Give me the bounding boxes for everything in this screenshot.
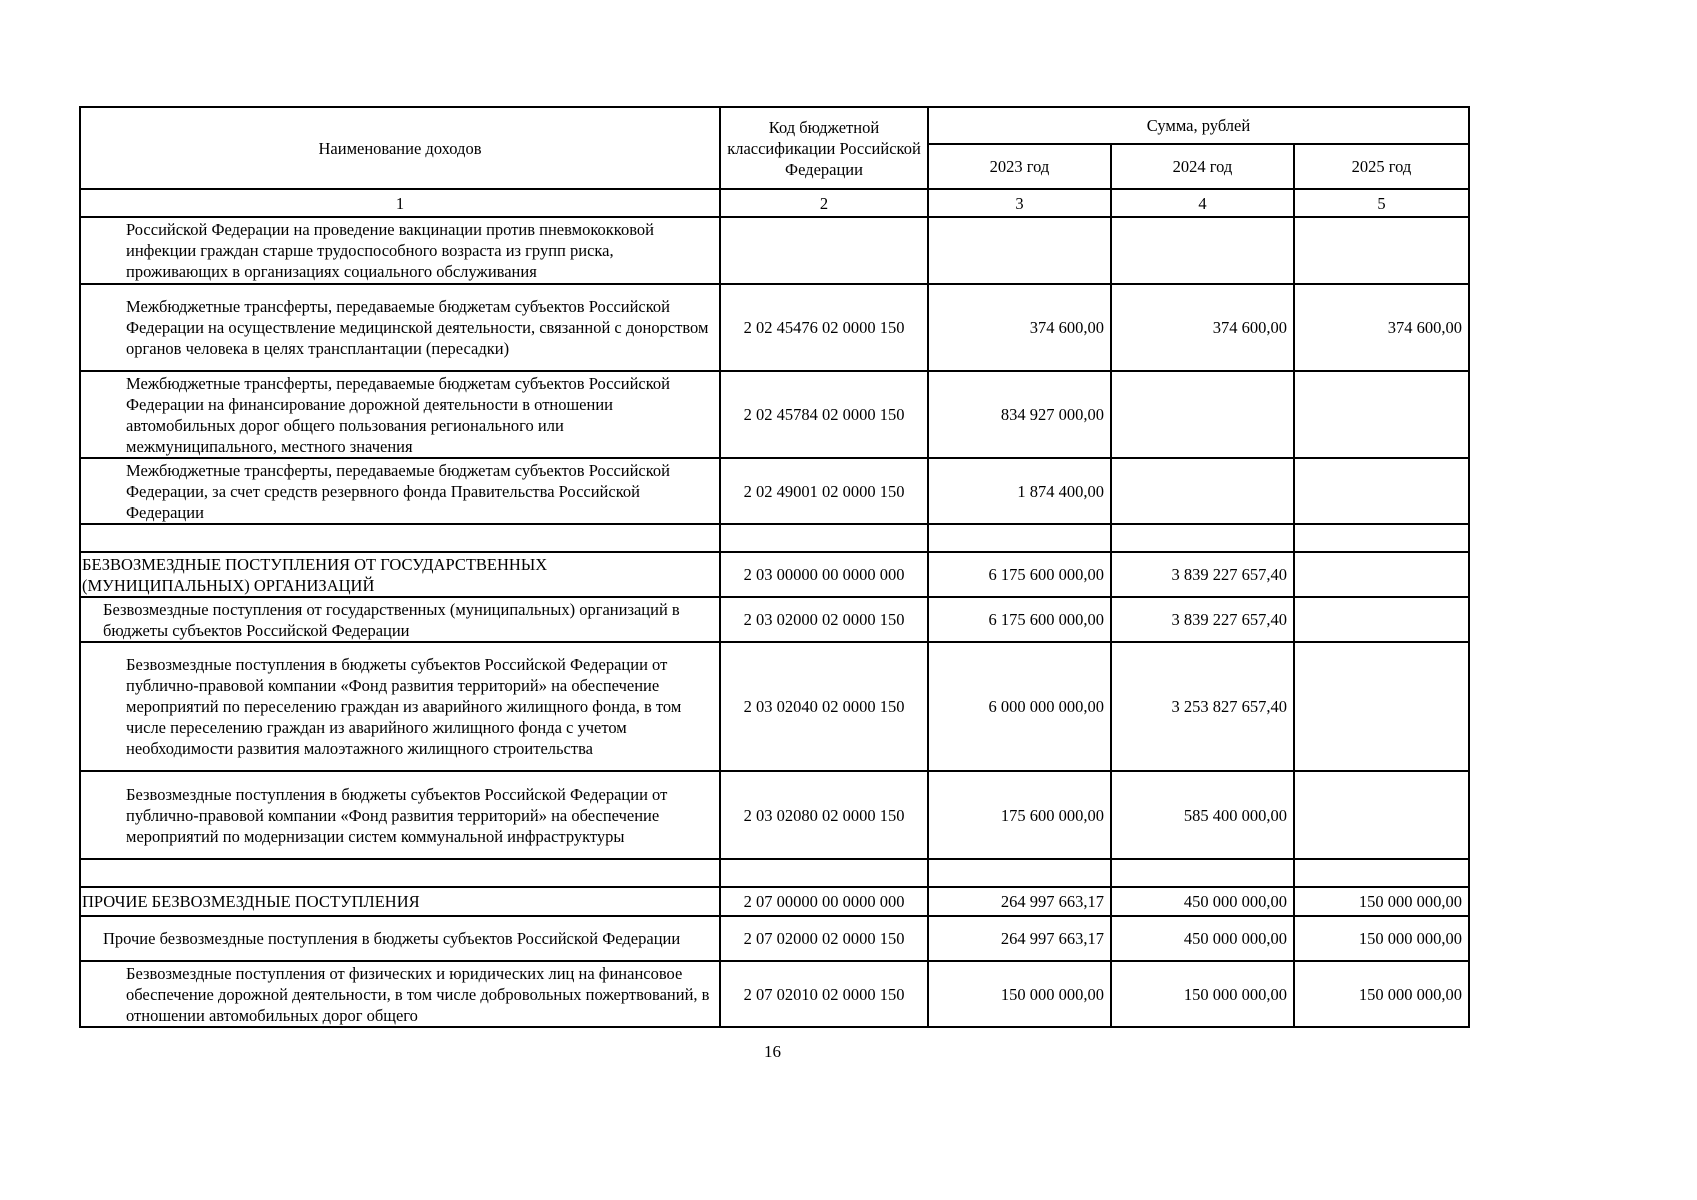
table-row-spacer	[80, 524, 1469, 552]
budget-code: 2 03 00000 00 0000 000	[720, 552, 928, 597]
table-row-section	[80, 887, 1469, 916]
amount-2023: 1 874 400,00	[928, 458, 1111, 524]
header-row-1	[80, 107, 1469, 144]
amount-2024	[1111, 458, 1294, 524]
amount-2024	[1111, 524, 1294, 552]
table-row	[80, 217, 1469, 284]
table-row-spacer	[80, 859, 1469, 887]
table-row	[80, 771, 1469, 859]
amount-2025	[1294, 771, 1469, 859]
budget-code: 2 03 02040 02 0000 150	[720, 642, 928, 771]
column-index: 3	[928, 189, 1111, 217]
amount-2025: 150 000 000,00	[1294, 887, 1469, 916]
amount-2024: 3 253 827 657,40	[1111, 642, 1294, 771]
table-row	[80, 371, 1469, 458]
budget-code: 2 07 02010 02 0000 150	[720, 961, 928, 1027]
budget-code: 2 03 02080 02 0000 150	[720, 771, 928, 859]
amount-2025	[1294, 642, 1469, 771]
table-row	[80, 284, 1469, 371]
amount-2024	[1111, 371, 1294, 458]
amount-2024: 585 400 000,00	[1111, 771, 1294, 859]
income-name: Прочие безвозмездные поступления в бюджеты субъектов Российской Федерации	[80, 916, 720, 961]
budget-code: 2 03 02000 02 0000 150	[720, 597, 928, 642]
header-year-2024: 2024 год	[1111, 144, 1294, 189]
table-row	[80, 642, 1469, 771]
amount-2023: 6 000 000 000,00	[928, 642, 1111, 771]
income-name	[80, 859, 720, 887]
amount-2025	[1294, 458, 1469, 524]
amount-2024: 374 600,00	[1111, 284, 1294, 371]
budget-code: 2 02 49001 02 0000 150	[720, 458, 928, 524]
amount-2025	[1294, 859, 1469, 887]
amount-2024: 3 839 227 657,40	[1111, 552, 1294, 597]
amount-2024: 450 000 000,00	[1111, 916, 1294, 961]
amount-2023: 6 175 600 000,00	[928, 597, 1111, 642]
amount-2025: 150 000 000,00	[1294, 916, 1469, 961]
budget-code	[720, 859, 928, 887]
budget-code: 2 07 02000 02 0000 150	[720, 916, 928, 961]
amount-2023: 264 997 663,17	[928, 916, 1111, 961]
income-name: Безвозмездные поступления в бюджеты субъектов Российской Федерации от публично-правовой компании «Фонд развития территорий» на обеспечение мероприятий по переселению граждан из аварийного жилищного фонда, в том числе переселению граждан из аварийного жилищного фонда с учетом необходимости развития малоэтажного жилищного строительства	[80, 642, 720, 771]
budget-code	[720, 217, 928, 284]
column-index: 5	[1294, 189, 1469, 217]
budget-code: 2 02 45476 02 0000 150	[720, 284, 928, 371]
table-row-section	[80, 552, 1469, 597]
table-row	[80, 458, 1469, 524]
amount-2023: 834 927 000,00	[928, 371, 1111, 458]
income-name: Безвозмездные поступления в бюджеты субъектов Российской Федерации от публично-правовой компании «Фонд развития территорий» на обеспечение мероприятий по модернизации систем коммунальной инфраструктуры	[80, 771, 720, 859]
column-index: 1	[80, 189, 720, 217]
amount-2024	[1111, 859, 1294, 887]
amount-2023	[928, 217, 1111, 284]
amount-2025	[1294, 552, 1469, 597]
income-name: Межбюджетные трансферты, передаваемые бюджетам субъектов Российской Федерации на осуществление медицинской деятельности, связанной с донорством органов человека в целях трансплантации (пересадки)	[80, 284, 720, 371]
income-name: Безвозмездные поступления от физических и юридических лиц на финансовое обеспечение дорожной деятельности, в том числе добровольных пожертвований, в отношении автомобильных дорог общего	[80, 961, 720, 1027]
amount-2023	[928, 524, 1111, 552]
header-year-2025: 2025 год	[1294, 144, 1469, 189]
income-name: БЕЗВОЗМЕЗДНЫЕ ПОСТУПЛЕНИЯ ОТ ГОСУДАРСТВЕННЫХ (МУНИЦИПАЛЬНЫХ) ОРГАНИЗАЦИЙ	[80, 552, 720, 597]
income-name: Российской Федерации на проведение вакцинации против пневмококковой инфекции граждан старше трудоспособного возраста из групп риска, проживающих в организациях социального обслуживания	[80, 217, 720, 284]
amount-2023: 264 997 663,17	[928, 887, 1111, 916]
amount-2024: 450 000 000,00	[1111, 887, 1294, 916]
income-name: ПРОЧИЕ БЕЗВОЗМЕЗДНЫЕ ПОСТУПЛЕНИЯ	[80, 887, 720, 916]
income-name: Межбюджетные трансферты, передаваемые бюджетам субъектов Российской Федерации, за счет средств резервного фонда Правительства Российской Федерации	[80, 458, 720, 524]
table-row	[80, 597, 1469, 642]
amount-2023: 150 000 000,00	[928, 961, 1111, 1027]
column-index: 2	[720, 189, 928, 217]
amount-2024: 3 839 227 657,40	[1111, 597, 1294, 642]
amount-2025: 150 000 000,00	[1294, 961, 1469, 1027]
income-name: Безвозмездные поступления от государственных (муниципальных) организаций в бюджеты субъектов Российской Федерации	[80, 597, 720, 642]
amount-2025	[1294, 597, 1469, 642]
amount-2023: 175 600 000,00	[928, 771, 1111, 859]
header-year-2023: 2023 год	[928, 144, 1111, 189]
amount-2025	[1294, 371, 1469, 458]
amount-2025: 374 600,00	[1294, 284, 1469, 371]
header-sum: Сумма, рублей	[928, 107, 1469, 144]
budget-code: 2 07 00000 00 0000 000	[720, 887, 928, 916]
header-name: Наименование доходов	[80, 107, 720, 189]
budget-code	[720, 524, 928, 552]
header-code: Код бюджетной классификации Российской Федерации	[720, 107, 928, 189]
budget-code: 2 02 45784 02 0000 150	[720, 371, 928, 458]
amount-2023	[928, 859, 1111, 887]
amount-2023: 374 600,00	[928, 284, 1111, 371]
amount-2024: 150 000 000,00	[1111, 961, 1294, 1027]
amount-2025	[1294, 524, 1469, 552]
amount-2023: 6 175 600 000,00	[928, 552, 1111, 597]
amount-2024	[1111, 217, 1294, 284]
revenue-table	[79, 106, 1470, 1028]
column-index: 4	[1111, 189, 1294, 217]
income-name: Межбюджетные трансферты, передаваемые бюджетам субъектов Российской Федерации на финансирование дорожной деятельности в отношении автомобильных дорог общего пользования регионального или межмуниципального, местного значения	[80, 371, 720, 458]
income-name	[80, 524, 720, 552]
table-row	[80, 961, 1469, 1027]
amount-2025	[1294, 217, 1469, 284]
table-row	[80, 916, 1469, 961]
page-number: 16	[764, 1042, 781, 1061]
column-index-row	[80, 189, 1469, 217]
